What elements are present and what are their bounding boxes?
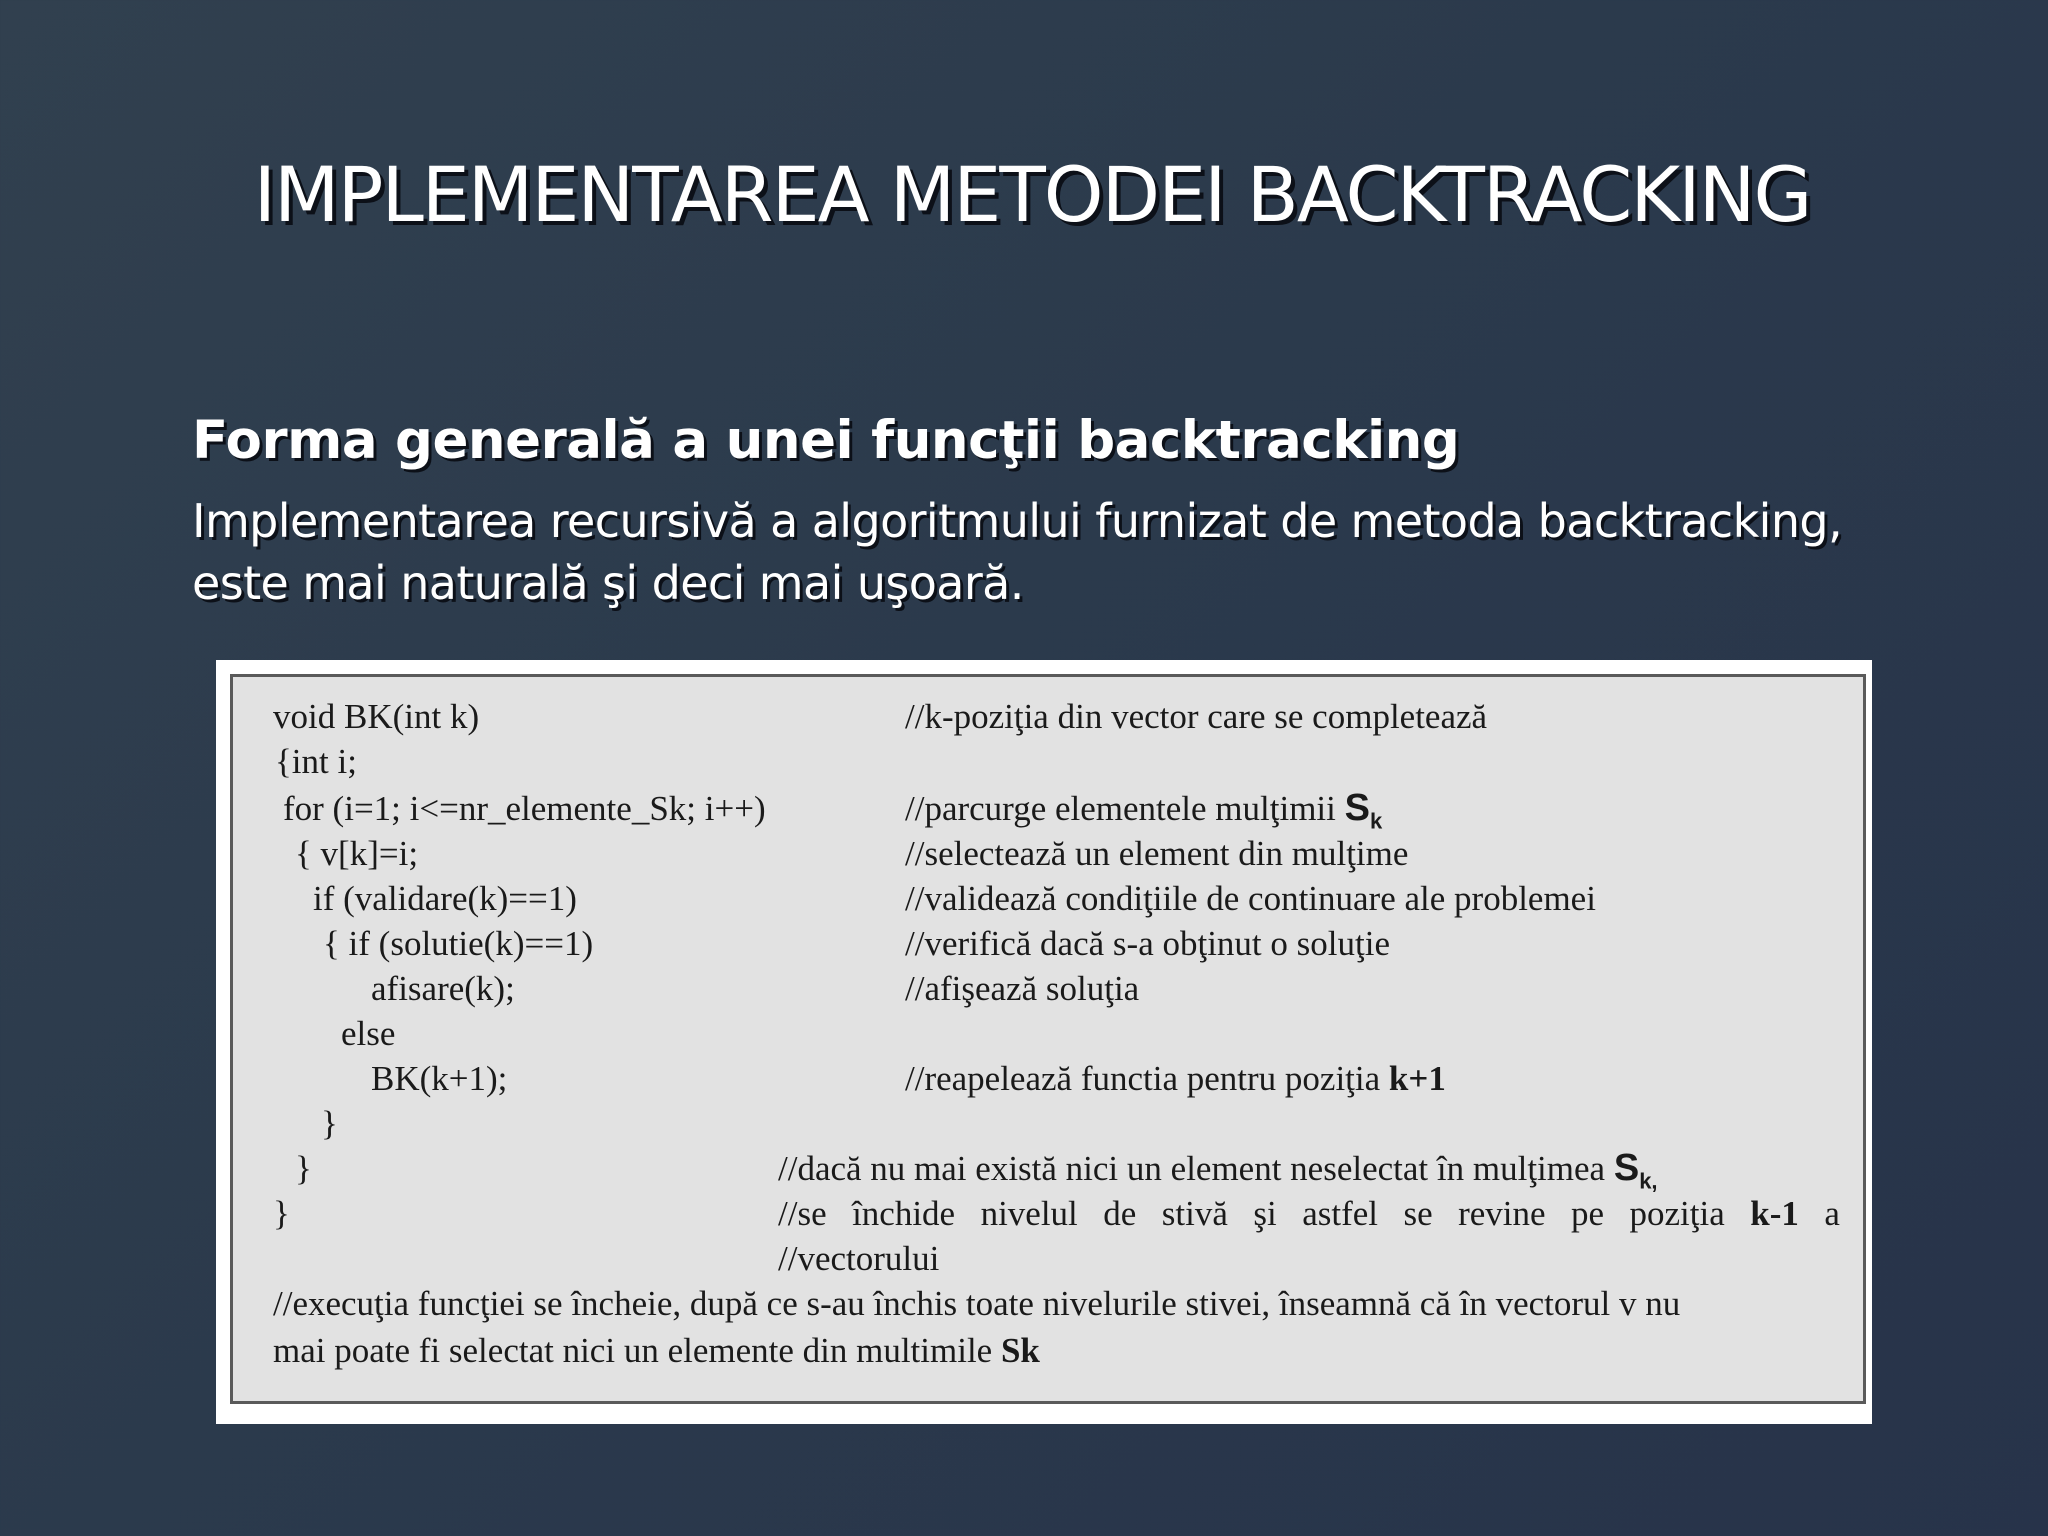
code-line-5: if (validare(k)==1) <box>313 879 577 918</box>
footer-comment-2 <box>273 1331 1040 1371</box>
comment-word: închide <box>852 1194 956 1233</box>
comment-line-9 <box>905 1059 1446 1099</box>
code-line-2: {int i; <box>275 742 357 781</box>
comment-line-7: //afişează soluţia <box>905 969 1140 1008</box>
comment-word: şi <box>1253 1194 1277 1233</box>
comment-line-1: //k-poziţia din vector care se completează <box>905 697 1488 736</box>
intro-paragraph <box>192 490 1892 614</box>
comment-bold: Sk <box>1000 1331 1040 1370</box>
comment-text: //dacă nu mai există nici un element neselectat în mulţimea <box>778 1149 1606 1188</box>
comment-word: poziţia <box>1629 1194 1725 1233</box>
slide-title: IMPLEMENTAREA METODEI BACKTRACKING <box>253 150 1811 239</box>
comment-word: se <box>1403 1194 1433 1233</box>
code-line-12: } <box>273 1194 290 1233</box>
comment-word: pe <box>1571 1194 1605 1233</box>
code-line-7: afisare(k); <box>371 969 515 1008</box>
code-line-9: BK(k+1); <box>371 1059 508 1098</box>
comment-bold: k+1 <box>1388 1059 1446 1098</box>
comment-line-4: //selectează un element din mulţime <box>905 834 1409 873</box>
intro-line-2: este mai naturală şi deci mai uşoară. <box>192 556 1024 610</box>
comment-line-5: //validează condiţiile de continuare ale problemei <box>905 879 1596 918</box>
set-symbol: $S_{k,}$ <box>1613 1147 1658 1194</box>
comment-word: revine <box>1458 1194 1546 1233</box>
code-line-3: for (i=1; i<=nr_elemente_Sk; i++) <box>283 789 766 828</box>
comment-line-12 <box>778 1194 1840 1234</box>
comment-text: //reapelează functia pentru poziţia <box>905 1059 1381 1098</box>
comment-line-13: //vectorului <box>778 1239 940 1278</box>
code-figure <box>216 660 1872 1424</box>
code-line-8: else <box>341 1014 396 1053</box>
comment-text: //parcurge elementele mulţimii <box>905 789 1336 828</box>
comment-line-6: //verifică dacă s-a obţinut o soluţie <box>905 924 1390 963</box>
code-line-11: } <box>295 1149 312 1188</box>
code-line-1: void BK(int k) <box>273 697 480 736</box>
section-heading: Forma generală a unei funcţii backtracking <box>192 410 1460 471</box>
comment-line-11 <box>778 1147 1658 1195</box>
comment-text: mai poate fi selectat nici un elemente din multimile <box>273 1331 993 1370</box>
set-symbol: $S_k$ <box>1344 787 1383 834</box>
comment-word: a <box>1824 1194 1840 1233</box>
intro-line-1: Implementarea recursivă a algoritmului furnizat de metoda backtracking, <box>192 494 1842 548</box>
comment-word: astfel <box>1302 1194 1378 1233</box>
comment-word: nivelul <box>980 1194 1078 1233</box>
comment-line-3 <box>905 787 1382 835</box>
comment-word: stivă <box>1161 1194 1228 1233</box>
code-line-4: { v[k]=i; <box>295 834 419 873</box>
code-box <box>230 674 1866 1404</box>
footer-comment-1: //execuţia funcţiei se încheie, după ce s-au închis toate nivelurile stivei, înseamnă că în vectorul v nu <box>273 1284 1681 1323</box>
comment-bold: k-1 <box>1750 1194 1799 1233</box>
comment-word: de <box>1103 1194 1137 1233</box>
comment-word: //se <box>778 1194 827 1233</box>
code-line-10: } <box>321 1104 338 1143</box>
code-line-6: { if (solutie(k)==1) <box>323 924 594 963</box>
